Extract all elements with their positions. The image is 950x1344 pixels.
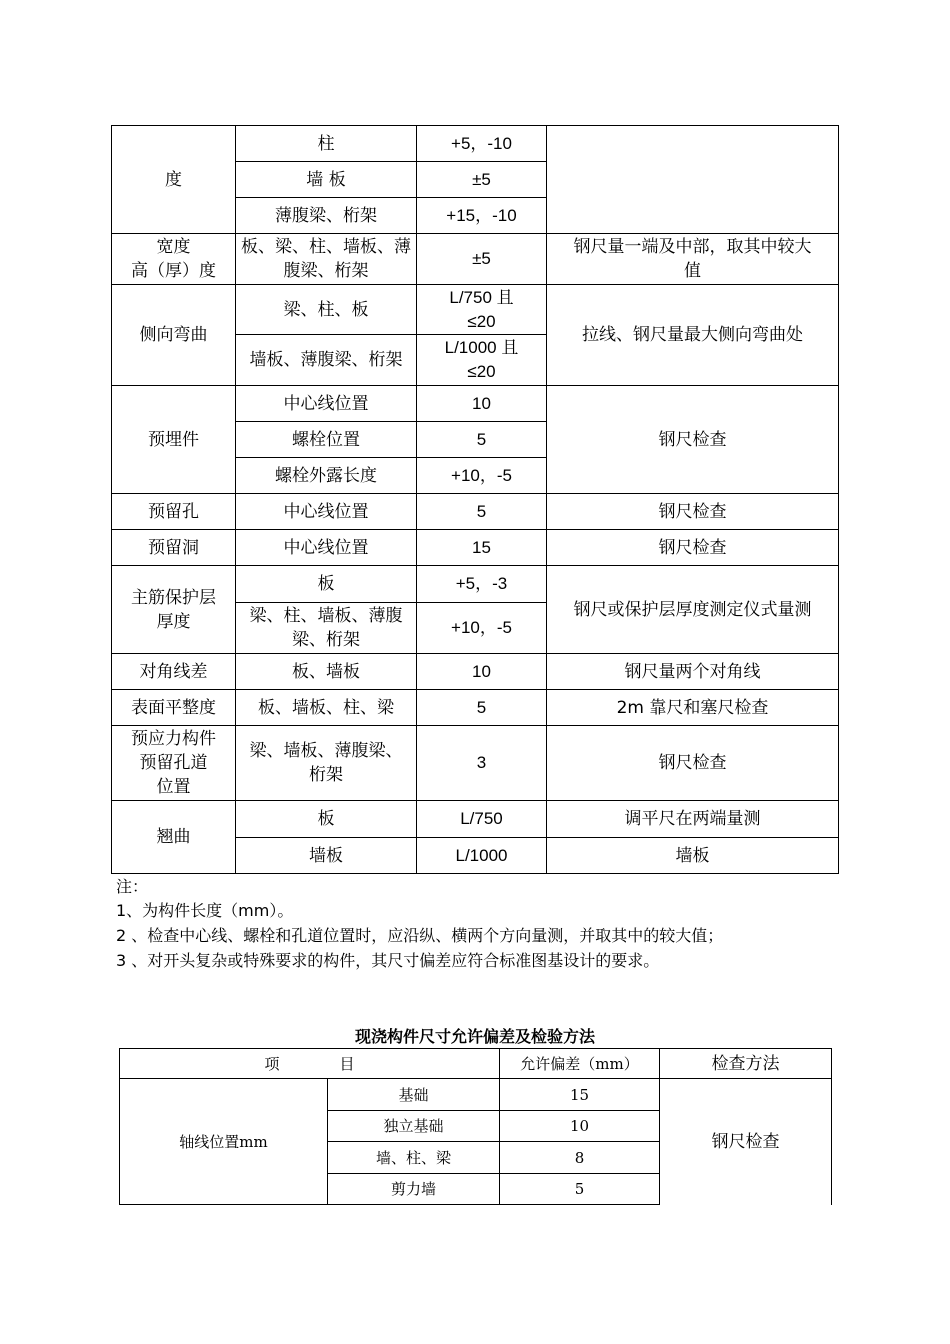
tolerance-cell: L/1000 bbox=[455, 845, 508, 865]
subitem-cell: 板、梁、柱、墙板、薄 腹梁、桁架 bbox=[241, 237, 411, 281]
tolerance-cell: ±5 bbox=[472, 169, 491, 189]
method-cell: 2m 靠尺和塞尺检查 bbox=[616, 697, 769, 718]
tolerance-cell: +10，-5 bbox=[451, 618, 512, 637]
tolerance-cell: 5 bbox=[476, 429, 487, 449]
header-tolerance: 允许偏差（mm） bbox=[520, 1054, 639, 1073]
subitem-cell: 基础 bbox=[398, 1085, 429, 1104]
subitem-cell: 中心线位置 bbox=[283, 501, 369, 522]
tolerance-cell: 15 bbox=[472, 537, 491, 557]
item-cell: 预埋件 bbox=[148, 429, 199, 450]
tolerance-cell: 10 bbox=[569, 1117, 590, 1135]
item-cell: 宽度 高（厚）度 bbox=[131, 237, 216, 281]
subitem-cell: 墙板、薄腹梁、桁架 bbox=[249, 350, 403, 370]
subitem-cell: 薄腹梁、桁架 bbox=[275, 205, 377, 226]
method-cell: 钢尺检查 bbox=[658, 537, 727, 558]
method-cell: 钢尺检查 bbox=[658, 753, 727, 773]
item-cell: 表面平整度 bbox=[131, 697, 216, 718]
group-cell: 轴线位置mm bbox=[179, 1132, 268, 1151]
note-3: 3 、对开头复杂或特殊要求的构件，其尺寸偏差应符合标准图基设计的要求。 bbox=[116, 951, 660, 970]
tolerance-cell: L/750 且 ≤20 bbox=[449, 287, 514, 331]
tolerance-cell: +15，-10 bbox=[446, 205, 517, 225]
tolerance-cell: 5 bbox=[574, 1180, 585, 1198]
table-rule bbox=[831, 1048, 832, 1205]
item-cell: 预留孔 bbox=[148, 501, 199, 522]
method-cell bbox=[547, 126, 838, 233]
item-cell: 翘曲 bbox=[156, 827, 191, 847]
header-method: 检查方法 bbox=[711, 1053, 780, 1074]
method-cell: 钢尺量一端及中部，取其中较大 值 bbox=[573, 237, 812, 281]
subitem-cell: 剪力墙 bbox=[390, 1180, 436, 1198]
tolerance-cell: L/1000 且 ≤20 bbox=[444, 338, 519, 381]
subitem-cell: 板、墙板 bbox=[292, 661, 360, 682]
note-1: 1、为构件长度（mm）。 bbox=[116, 901, 294, 920]
tolerance-cell: L/750 bbox=[460, 809, 503, 828]
tolerance-cell: 15 bbox=[569, 1085, 590, 1104]
subitem-cell: 梁、柱、板 bbox=[283, 299, 369, 320]
tolerance-cell: +10，-5 bbox=[451, 465, 512, 485]
tolerance-cell: 5 bbox=[476, 501, 487, 521]
subitem-cell: 墙、柱、梁 bbox=[375, 1148, 451, 1167]
method-cell: 钢尺检查 bbox=[658, 429, 727, 450]
tolerance-cell: +5，-10 bbox=[451, 133, 512, 153]
method-cell: 钢尺检查 bbox=[658, 501, 727, 522]
subitem-cell: 柱 bbox=[317, 133, 335, 154]
subitem-cell: 中心线位置 bbox=[283, 537, 369, 558]
subitem-cell: 板 bbox=[317, 809, 335, 829]
table-rule bbox=[111, 873, 839, 874]
table2-title: 现浇构件尺寸允许偏差及检验方法 bbox=[354, 1027, 595, 1046]
tolerance-cell: 5 bbox=[476, 697, 487, 717]
header-item: 项 目 bbox=[264, 1054, 355, 1073]
subitem-cell: 梁、墙板、薄腹梁、 桁架 bbox=[249, 741, 403, 785]
method-cell: 钢尺量两个对角线 bbox=[624, 661, 761, 682]
tolerance-cell: 3 bbox=[476, 753, 487, 772]
tolerance-cell: 10 bbox=[472, 661, 491, 681]
item-cell: 主筋保护层 厚度 bbox=[131, 587, 216, 632]
subitem-cell: 中心线位置 bbox=[283, 393, 369, 414]
subitem-cell: 螺栓位置 bbox=[292, 429, 360, 450]
method-cell: 钢尺检查 bbox=[711, 1131, 780, 1152]
method-cell: 拉线、钢尺量最大侧向弯曲处 bbox=[582, 325, 803, 345]
tolerance-cell: +5，-3 bbox=[455, 574, 508, 593]
subitem-cell: 梁、柱、墙板、薄腹 梁、桁架 bbox=[249, 606, 403, 650]
subitem-cell: 螺栓外露长度 bbox=[275, 465, 377, 486]
subitem-cell: 板、墙板、柱、梁 bbox=[258, 697, 394, 718]
item-cell: 度 bbox=[165, 169, 182, 190]
item-cell: 预应力构件 预留孔道 位置 bbox=[131, 729, 216, 797]
item-cell: 侧向弯曲 bbox=[139, 325, 208, 345]
item-cell: 预留洞 bbox=[148, 537, 199, 558]
tolerance-cell: 8 bbox=[574, 1148, 585, 1167]
tolerance-cell: ±5 bbox=[472, 249, 491, 268]
table-rule bbox=[119, 1204, 660, 1205]
subitem-cell: 墙板 bbox=[309, 845, 343, 866]
tolerance-cell: 10 bbox=[472, 393, 491, 413]
subitem-cell: 板 bbox=[317, 574, 335, 594]
subitem-cell: 独立基础 bbox=[383, 1117, 444, 1135]
table-rule bbox=[838, 125, 839, 874]
notes-label: 注： bbox=[116, 877, 149, 896]
method-cell: 墙板 bbox=[675, 845, 710, 866]
method-cell: 钢尺或保护层厚度测定仪式量测 bbox=[573, 599, 812, 620]
item-cell: 对角线差 bbox=[139, 661, 208, 682]
subitem-cell: 墙 板 bbox=[306, 169, 346, 190]
method-cell: 调平尺在两端量测 bbox=[624, 809, 761, 829]
note-2: 2 、检查中心线、螺栓和孔道位置时，应沿纵、横两个方向量测，并取其中的较大值； bbox=[116, 926, 724, 945]
